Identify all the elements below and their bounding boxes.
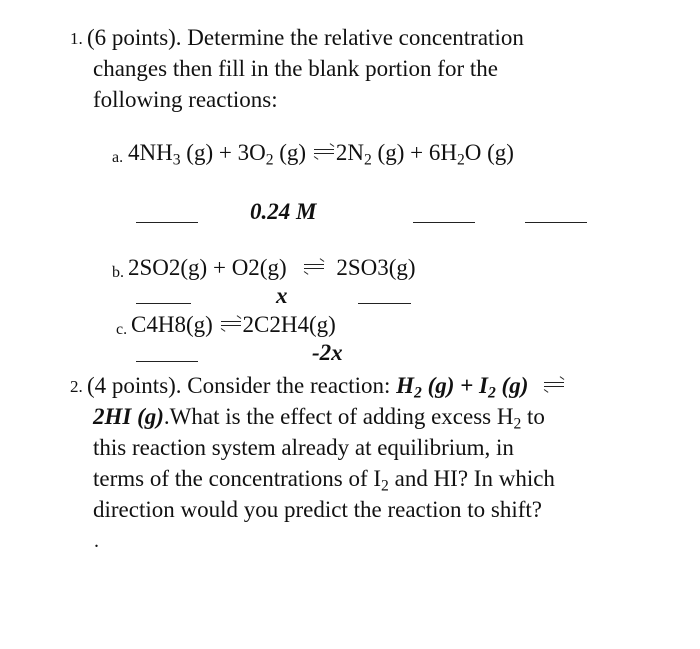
- part-b-label: b.: [112, 264, 124, 281]
- blank-c-c4h8: [136, 361, 198, 362]
- q2-line-3: this reaction system already at equilibrium, in: [93, 435, 514, 460]
- part-a-label: a.: [112, 149, 124, 166]
- blank-b-so2: [136, 303, 191, 304]
- q2-sentence-end: to: [521, 404, 545, 429]
- reaction-c-left: C4H8(g): [131, 312, 213, 337]
- q2-line-4: terms of the concentrations of $I_2$ and HI? In which: [93, 466, 555, 495]
- blank-a-n2: [413, 222, 475, 223]
- q2-line-5: direction would you predict the reaction to shift?: [93, 497, 543, 522]
- q1-line-3: following reactions:: [93, 87, 278, 112]
- reaction-a-given: 0.24 M: [250, 199, 317, 224]
- q1-line-2: changes then fill in the blank portion for the: [93, 56, 498, 81]
- blank-a-h2o: [525, 222, 587, 223]
- reaction-b-given: x: [276, 283, 288, 308]
- q2-sentence: .What is the effect of adding excess H: [163, 404, 514, 429]
- reaction-b-left: 2SO2(g) + O2(g): [128, 255, 287, 280]
- q2-line-2: 2HI (g).What is the effect of adding excess $H_2$ to: [93, 404, 545, 433]
- equilibrium-arrow-icon: [221, 319, 241, 329]
- q1-number: 1.: [70, 29, 83, 48]
- reaction-b-equation: [128, 255, 416, 281]
- stray-dot: .: [94, 530, 99, 552]
- reaction-c-right: 2C2H4(g): [242, 312, 336, 337]
- reaction-c-given: -2x: [312, 340, 343, 365]
- equilibrium-arrow-icon: [304, 262, 324, 272]
- blank-a-nh3: [136, 222, 198, 223]
- q1-line-1: (6 points). Determine the relative concentration: [87, 25, 524, 50]
- blank-b-so3: [358, 303, 411, 304]
- q2-line-4-b: and HI? In which: [388, 466, 555, 491]
- q2-equation-right: 2HI (g): [93, 404, 164, 429]
- reaction-b-right: 2SO3(g): [336, 255, 416, 280]
- q2-line-4-a: terms of the concentrations of I: [93, 466, 382, 491]
- q2-equation-left: $H_2$ $(g) + I_2$ (g): [396, 373, 529, 402]
- q2-number: 2.: [70, 377, 83, 396]
- part-c-label: c.: [116, 321, 128, 338]
- equilibrium-arrow-icon: [314, 147, 334, 157]
- reaction-c-equation: [131, 312, 336, 338]
- q2-line-1: [87, 370, 566, 401]
- reaction-a-equation: $4NH_3$ $(g) + 3O_2$ (g) $2N_2$ $(g) + 6H_2O$ (g): [128, 140, 514, 169]
- equilibrium-arrow-icon: [544, 380, 564, 390]
- q2-intro: (4 points). Consider the reaction:: [87, 373, 391, 398]
